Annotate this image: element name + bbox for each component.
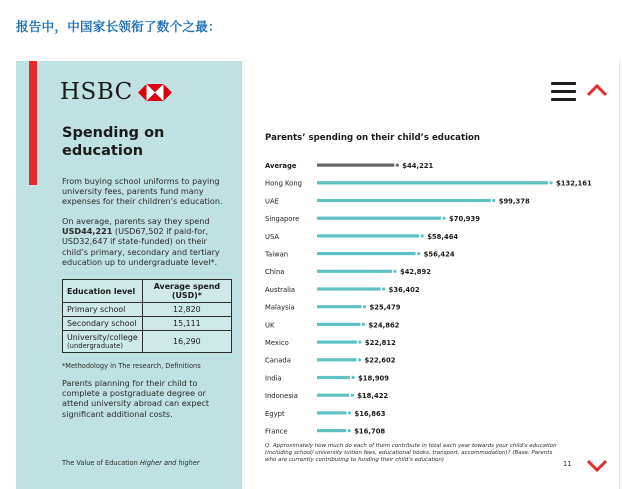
postgraduate-paragraph: Parents planning for their child to complete a postgraduate degree or attend university abroad can expect significant additional costs. — [62, 378, 210, 419]
bar-usa — [317, 234, 419, 237]
value-label: $22,602 — [364, 356, 396, 365]
table-header-row — [63, 280, 232, 303]
bar-end-dot — [417, 252, 420, 255]
category-label: Australia — [265, 285, 296, 294]
bar-hong-kong — [317, 181, 548, 184]
value-label: $99,378 — [498, 197, 530, 206]
value-label: $132,161 — [556, 179, 592, 188]
category-label: Hong Kong — [265, 179, 302, 188]
table-row — [63, 303, 232, 317]
page-edge — [619, 61, 620, 489]
bar-end-dot — [442, 217, 445, 220]
footer-left: The Value of Education — [62, 459, 140, 467]
category-label: Singapore — [265, 215, 300, 224]
category-label: Mexico — [265, 339, 289, 347]
spend-cell: 12,820 — [142, 303, 231, 317]
bar-end-dot — [382, 287, 385, 290]
table-row — [63, 331, 232, 353]
methodology-footnote: *Methodology in The research, Definitions — [62, 362, 201, 370]
table-row — [63, 317, 232, 331]
bar-china — [317, 270, 392, 273]
average-rest: (USD67,502 if paid-for, USD32,647 if state-funded) on their child’s primary, secondary and tertiary education up to undergraduate level*. — [62, 226, 220, 267]
col-education-level: Education level — [63, 280, 143, 303]
value-label: $44,221 — [402, 162, 434, 170]
bar-end-dot — [393, 270, 396, 273]
bar-end-dot — [396, 164, 399, 167]
article-headline: 报告中，中国家长领衔了数个之最： — [16, 19, 221, 34]
bar-egypt — [317, 411, 346, 414]
spend-cell: 16,290 — [142, 331, 231, 353]
bar-australia — [317, 287, 381, 290]
bar-end-dot — [362, 323, 365, 326]
level-main: University/college — [67, 333, 138, 342]
value-label: $16,863 — [354, 409, 386, 418]
bar-end-dot — [421, 234, 424, 237]
report-left-panel — [16, 61, 242, 489]
bar-end-dot — [358, 358, 361, 361]
average-prefix: On average, parents say they spend — [62, 216, 210, 226]
category-label: Average — [265, 162, 297, 170]
bar-malaysia — [317, 305, 362, 308]
value-label: $56,424 — [423, 250, 455, 259]
bar-uk — [317, 323, 360, 326]
bar-end-dot — [492, 199, 495, 202]
value-label: $70,939 — [449, 215, 480, 224]
category-label: Indonesia — [265, 392, 298, 401]
level-sub: (undergraduate) — [67, 342, 123, 350]
value-label: $42,892 — [399, 268, 431, 277]
average-paragraph — [62, 216, 232, 267]
level-cell: Primary school — [63, 303, 143, 317]
bar-india — [317, 376, 350, 379]
bar-singapore — [317, 217, 441, 220]
category-label: Canada — [265, 356, 291, 365]
bar-end-dot — [358, 341, 361, 344]
bar-end-dot — [351, 394, 354, 397]
bar-end-dot — [549, 181, 552, 184]
level-cell — [63, 331, 143, 353]
category-label: India — [265, 374, 282, 383]
report-title: Spending on education — [62, 125, 165, 159]
chart-question-note: Q. Approximately how much do each of them contribute in total each year towards your child’s education (including school/ university tuition fees, educational books, transport, accommodation)? (Base: Parents who are currently contributing to funding their child’s education) — [265, 443, 557, 463]
value-label: $24,862 — [368, 321, 400, 330]
bar-uae — [317, 199, 491, 202]
spend-cell: 15,111 — [142, 317, 231, 331]
logo-text: HSBC — [60, 79, 133, 105]
bar-end-dot — [348, 429, 351, 432]
category-label: USA — [265, 232, 280, 241]
category-label: UAE — [265, 197, 279, 206]
col-average-spend: Average spend (USD)* — [142, 280, 231, 303]
hexagon-logo-icon — [138, 84, 172, 101]
intro-paragraph: From buying school uniforms to paying university fees, parents fund many expenses for their children’s education. — [62, 176, 223, 207]
bar-canada — [317, 358, 357, 361]
spending-bar-chart — [245, 61, 621, 441]
page-number: 11 — [563, 460, 572, 468]
category-label: China — [265, 268, 285, 277]
average-amount: USD44,221 — [62, 226, 113, 237]
category-label: Taiwan — [265, 250, 289, 259]
footer-italic: Higher and higher — [139, 459, 200, 467]
value-label: $36,402 — [388, 285, 420, 294]
value-label: $22,812 — [364, 339, 396, 347]
bar-taiwan — [317, 252, 416, 255]
category-label: France — [265, 427, 288, 436]
value-label: $18,909 — [358, 374, 390, 383]
education-level-table — [62, 279, 232, 353]
level-cell: Secondary school — [63, 317, 143, 331]
bar-end-dot — [351, 376, 354, 379]
bar-mexico — [317, 341, 357, 344]
chevron-down-icon[interactable] — [586, 458, 608, 474]
bar-indonesia — [317, 394, 349, 397]
bar-end-dot — [348, 411, 351, 414]
category-label: UK — [265, 321, 275, 330]
category-label: Egypt — [265, 409, 285, 418]
category-label: Malaysia — [265, 303, 295, 312]
chart-title: Parents’ spending on their child’s education — [265, 133, 481, 143]
value-label: $16,708 — [354, 427, 386, 436]
bar-average — [317, 164, 394, 167]
report-right-panel — [245, 61, 621, 489]
hsbc-logo — [60, 79, 172, 105]
value-label: $25,479 — [369, 303, 401, 312]
accent-bar — [29, 61, 37, 185]
report-image — [16, 61, 621, 489]
value-label: $18,422 — [357, 392, 389, 401]
bar-end-dot — [363, 305, 366, 308]
report-footer — [62, 459, 200, 467]
value-label: $58,464 — [427, 232, 459, 241]
bar-france — [317, 429, 346, 432]
